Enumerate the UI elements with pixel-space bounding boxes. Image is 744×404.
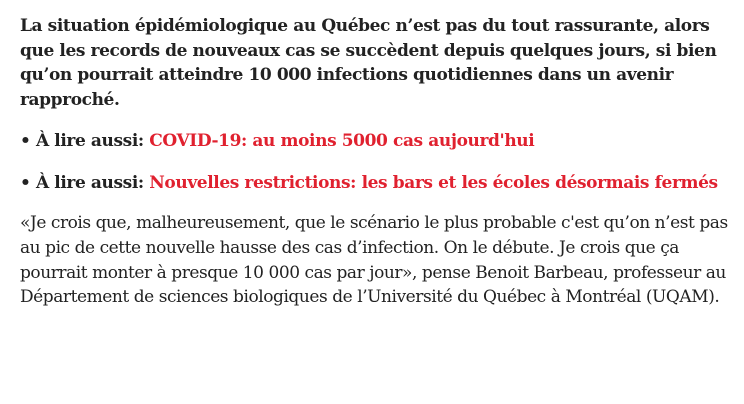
related-link-item-1	[20, 129, 720, 154]
related-link-prefix: • À lire aussi:	[20, 173, 150, 193]
related-link-new-restrictions[interactable]: Nouvelles restrictions: les bars et les écoles désormais fermés	[149, 173, 718, 193]
related-link-covid-cases[interactable]: COVID-19: au moins 5000 cas aujourd'hui	[149, 131, 535, 151]
lead-paragraph: La situation épidémiologique au Québec n’est pas du tout rassurante, alors que les records de nouveaux cas se succèdent depuis quelques jours, si bien qu’on pourrait atteindre 10 000 infections quotidiennes dans un avenir rapproché.	[20, 16, 717, 110]
quote-paragraph: «Je crois que, malheureusement, que le scénario le plus probable c'est qu’on n’est pas au pic de cette nouvelle hausse des cas d’infection. On le débute. Je crois que ça pourrait monter à presque 10 000 cas par jour», pense Benoit Barbeau, professeur au Département de sciences biologiques de l’Université du Québec à Montréal (UQAM).	[20, 213, 728, 308]
related-link-item-2	[20, 171, 720, 196]
related-link-prefix: • À lire aussi:	[20, 131, 150, 151]
